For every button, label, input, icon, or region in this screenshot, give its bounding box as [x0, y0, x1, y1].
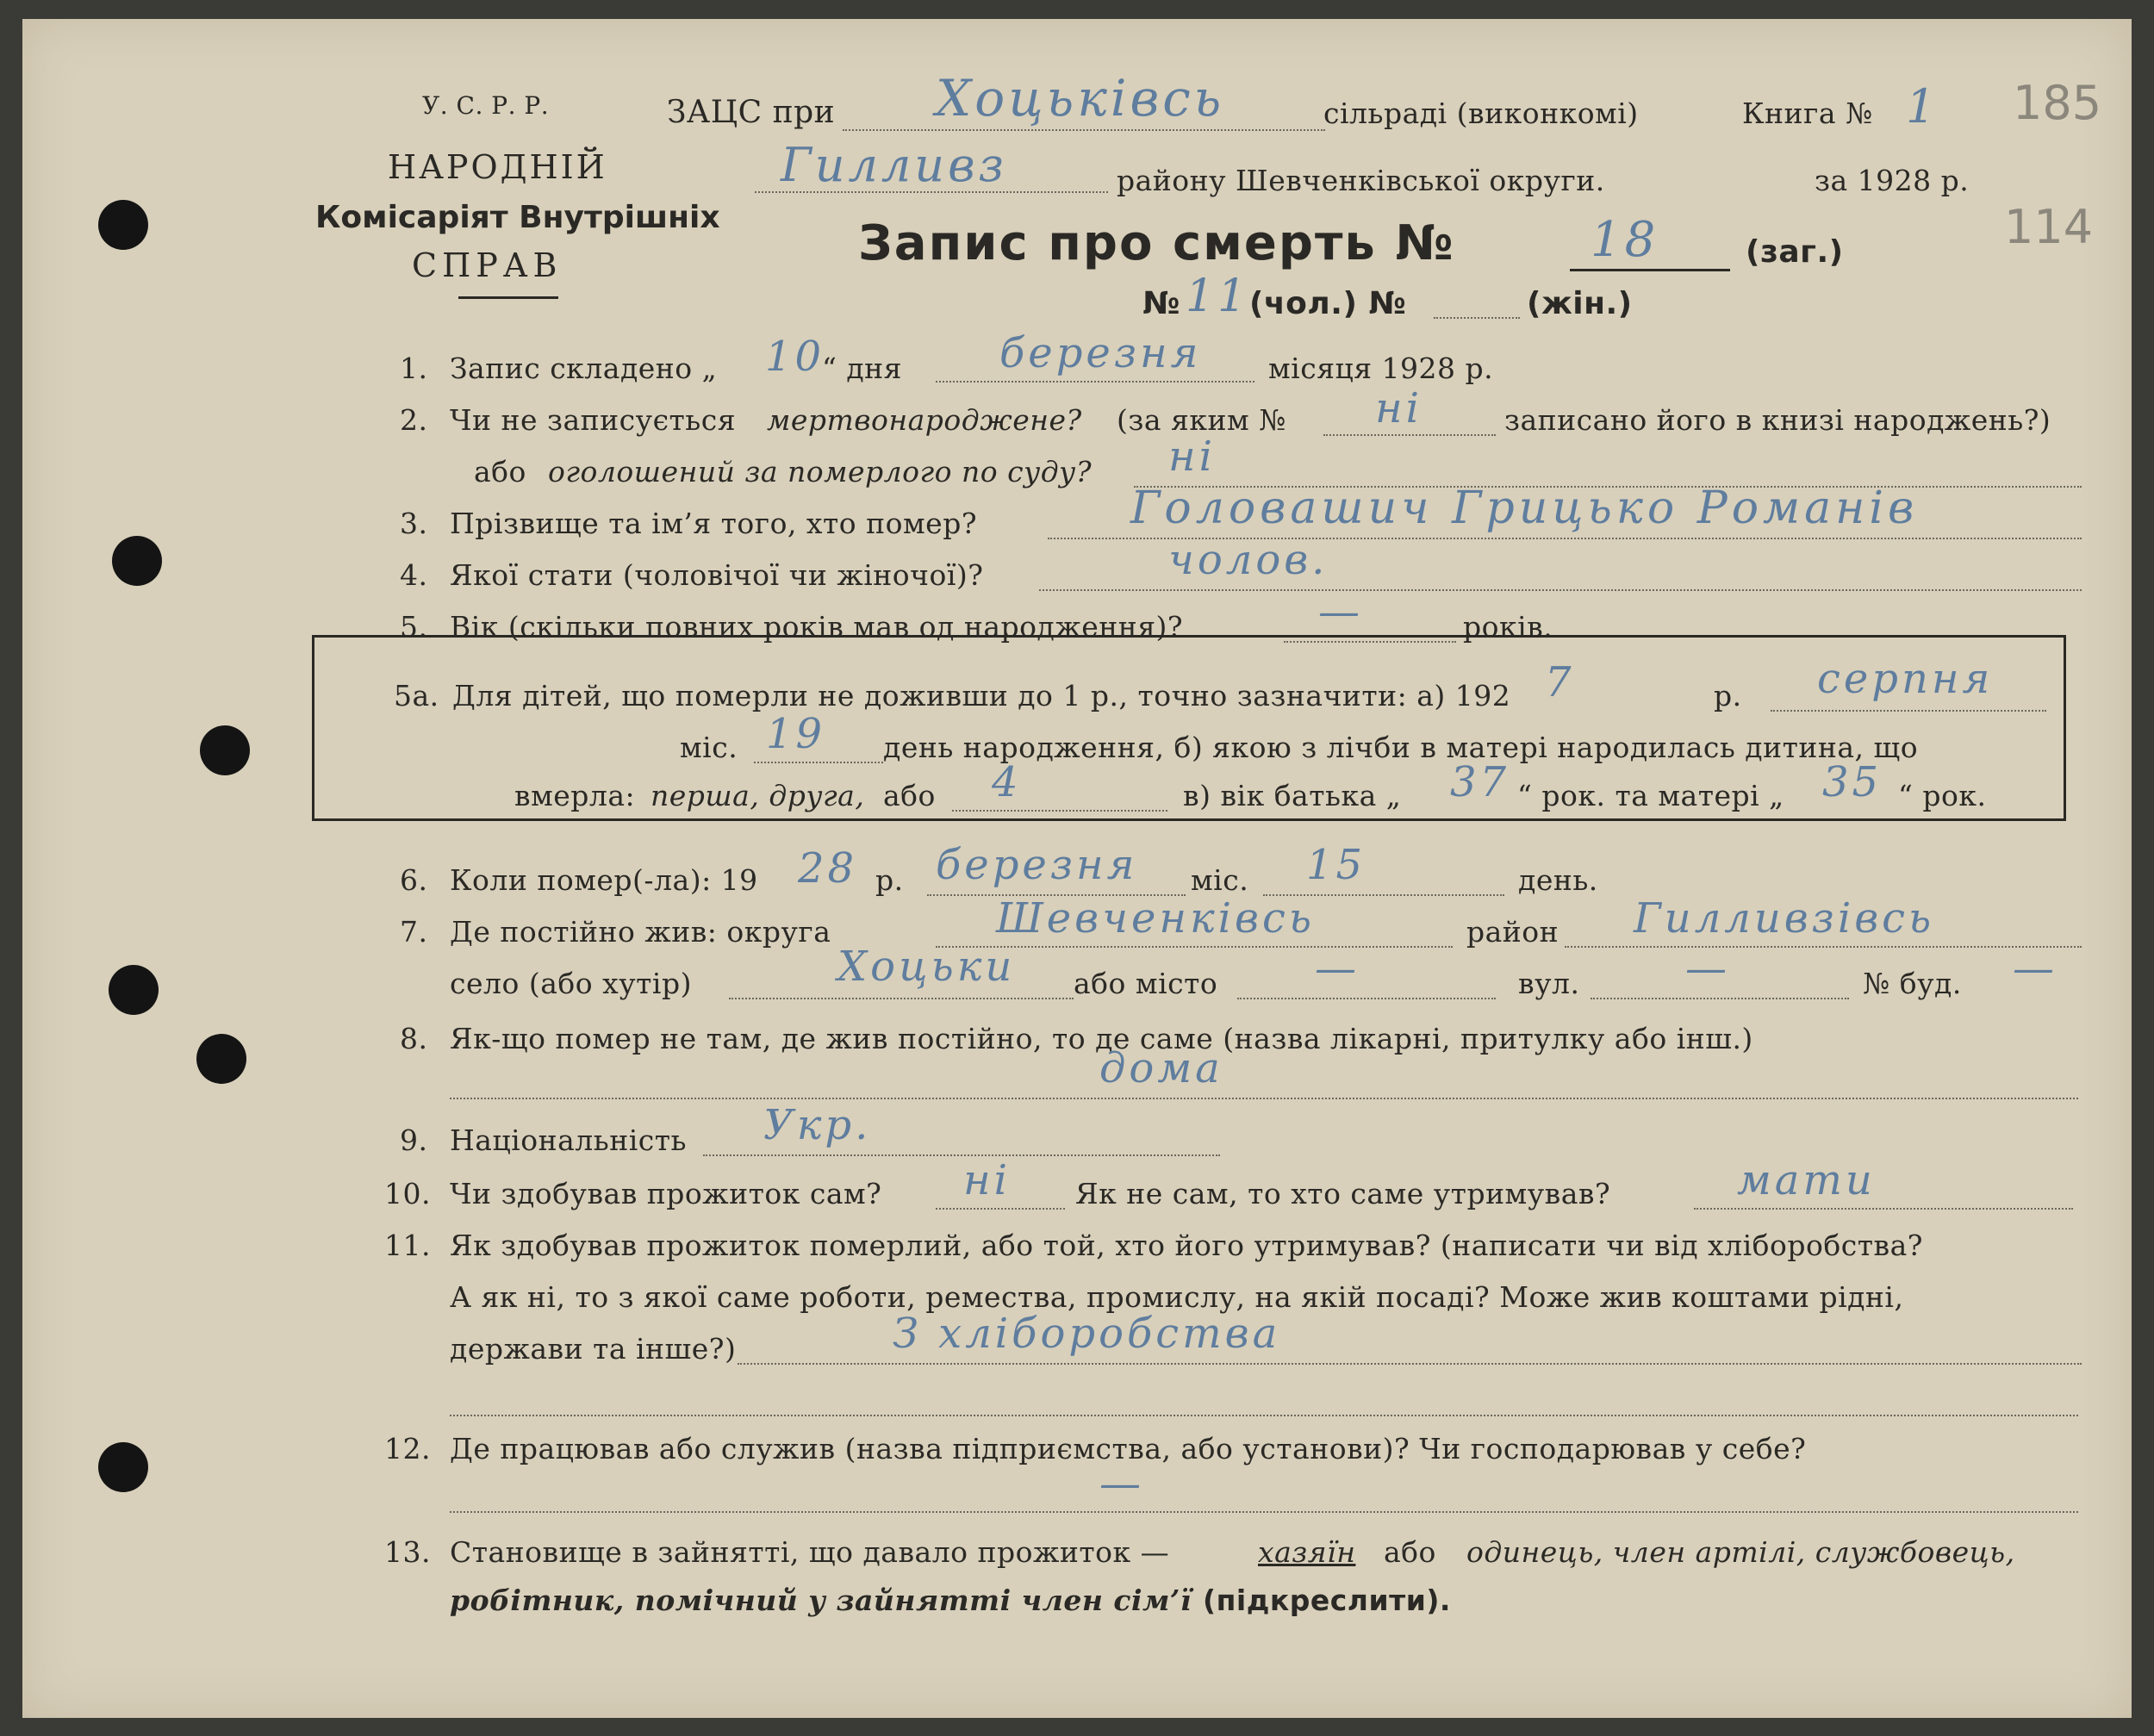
- ussr-label: У. С. Р. Р.: [422, 91, 550, 120]
- item-7b-label-d: № буд.: [1863, 967, 1962, 1000]
- commissariat-label: Комісаріят Внутрішніх: [315, 200, 720, 235]
- male-number-value: 11: [1186, 271, 1250, 322]
- narodniy-label: НАРОДНІЙ: [388, 148, 607, 186]
- book-number-value: 1: [1906, 79, 1939, 134]
- item-8-label: Як-що помер не там, де жив постійно, то де саме (назва лікарні, притулку або інш.): [450, 1022, 1753, 1055]
- item-7-raion-line: [1565, 946, 2082, 948]
- header-rule: [458, 296, 558, 299]
- sub-number-label: №: [1142, 286, 1180, 321]
- silradi-label: сільраді (виконкомі): [1323, 96, 1639, 130]
- record-number-line: [1570, 269, 1730, 271]
- year-label: за 1928 р.: [1815, 164, 1970, 197]
- item-10-num: 10.: [384, 1177, 431, 1210]
- item-5a-label: Для дітей, що померли не доживши до 1 р., точно зазначити: а) 192: [452, 679, 1511, 712]
- item-5a-num: 5а.: [394, 679, 439, 712]
- item-5a-label-b: р.: [1714, 679, 1742, 712]
- punch-hole: [98, 1442, 148, 1492]
- item-3-value: Головашич Грицько Романів: [1130, 482, 1919, 534]
- item-5-label: Вік (скільки повних років мав од народження)?: [450, 610, 1184, 644]
- item-11-label: Як здобував прожиток померлий, або той, хто його утримував? (написати чи від хліборобства?: [450, 1229, 1923, 1262]
- raion-okruh-label: району Шевченківської округи.: [1117, 164, 1605, 197]
- district-value: Гилливз: [781, 138, 1007, 192]
- punch-hole: [196, 1034, 246, 1084]
- item-10-value: ні: [963, 1156, 1011, 1204]
- margin-number-2: 114: [2004, 200, 2094, 254]
- item-5a-label-e: вмерла:: [514, 779, 636, 812]
- item-2b-label: або: [474, 455, 526, 488]
- item-11-value: З хліборобства: [893, 1310, 1281, 1358]
- item-11-line: [738, 1363, 2082, 1365]
- item-9-label: Національність: [450, 1123, 687, 1157]
- item-5a-year-digit: 7: [1545, 658, 1575, 706]
- item-5a-day: 19: [766, 710, 826, 758]
- item-7-raion: Гилливзівсь: [1634, 894, 1935, 943]
- document-sheet: [22, 19, 2132, 1718]
- item-3-num: 3.: [400, 507, 428, 540]
- item-13-num: 13.: [384, 1535, 431, 1569]
- item-13-label-f: (підкреслити).: [1203, 1584, 1451, 1617]
- item-5a-label-c: міс.: [680, 731, 738, 764]
- item-5a-label-j: “ рок.: [1898, 779, 1987, 812]
- chol-label: (чол.) №: [1249, 286, 1407, 321]
- item-13-label-c: або: [1384, 1535, 1436, 1569]
- item-6-label-d: день.: [1518, 863, 1598, 897]
- item-1-day: 10: [765, 333, 825, 381]
- item-7b-label-c: вул.: [1518, 967, 1580, 1000]
- item-5-num: 5.: [400, 610, 428, 644]
- item-6-label-b: р.: [875, 863, 904, 897]
- item-1-label-b: “ дня: [822, 352, 902, 385]
- item-6-month: березня: [936, 841, 1138, 889]
- item-9-num: 9.: [400, 1123, 428, 1157]
- item-11-label-b: А як ні, то з якої саме роботи, ремества, промислу, на якій посаді? Може жив коштами рідні,: [450, 1280, 1904, 1314]
- item-5-label-b: років.: [1463, 610, 1553, 644]
- item-2b-value: ні: [1168, 432, 1216, 481]
- item-5a-mother-age: 35: [1822, 758, 1883, 806]
- item-1-label-c: місяця 1928 р.: [1268, 352, 1494, 385]
- item-7b-bud: —: [2013, 944, 2058, 992]
- item-2-label-c: (за яким №: [1117, 403, 1286, 437]
- item-5a-label-h: в) вік батька „: [1183, 779, 1402, 812]
- item-4-label: Якої стати (чоловічої чи жіночої)?: [450, 558, 984, 592]
- margin-number-1: 185: [2013, 76, 2102, 130]
- item-5a-label-f: перша, друга,: [651, 779, 865, 812]
- punch-hole: [98, 200, 148, 250]
- item-13-label-d: одинець, член артілі, службовець,: [1466, 1535, 2015, 1569]
- item-7-label: Де постійно жив: округа: [450, 915, 831, 949]
- item-2-label-b: мертвонароджене?: [767, 403, 1082, 437]
- item-2-num: 2.: [400, 403, 428, 437]
- item-13-khazyain: хазяїн: [1258, 1535, 1356, 1569]
- item-5a-order-line: [952, 810, 1167, 812]
- item-1-num: 1.: [400, 352, 428, 385]
- punch-hole: [200, 725, 250, 775]
- children-box: [312, 635, 2066, 821]
- item-7b-vul-line: [1591, 998, 1849, 999]
- item-10-line-b: [1694, 1208, 2073, 1210]
- item-7-num: 7.: [400, 915, 428, 949]
- item-4-num: 4.: [400, 558, 428, 592]
- item-5a-label-d: день народження, б) якою з лічби в матері народилась дитина, що: [883, 731, 1919, 764]
- item-2b-label-b: оголошений за померлого по суду?: [548, 455, 1093, 488]
- item-6-label: Коли помер(-ла): 19: [450, 863, 758, 897]
- item-5a-order: 4: [992, 758, 1022, 806]
- item-7b-label: село (або хутір): [450, 967, 692, 1000]
- item-3-label: Прізвище та ім’я того, хто помер?: [450, 507, 978, 540]
- item-5a-label-g: або: [883, 779, 936, 812]
- record-number-value: 18: [1591, 212, 1659, 268]
- item-13-label-e: робітник, помічний у зайнятті член сім’ї: [450, 1584, 1192, 1617]
- zah-label: (заг.): [1746, 234, 1844, 270]
- punch-hole: [112, 536, 162, 586]
- item-6-day: 15: [1306, 841, 1366, 889]
- item-1-label: Запис складено „: [450, 352, 718, 385]
- item-2-line: [1323, 434, 1496, 436]
- zhin-label: (жін.): [1527, 286, 1633, 321]
- item-5a-label-i: “ рок. та матері „: [1517, 779, 1784, 812]
- item-4-value: чолов.: [1168, 536, 1329, 584]
- item-8-line: [450, 1098, 2078, 1099]
- item-10-value-b: мати: [1737, 1156, 1876, 1204]
- item-5a-day-line: [754, 762, 883, 763]
- item-2-value: ні: [1375, 384, 1423, 432]
- item-11-label-c: держави та інше?): [450, 1332, 737, 1366]
- zags-label: ЗАЦС при: [667, 95, 836, 130]
- punch-hole: [109, 965, 159, 1015]
- item-11-num: 11.: [384, 1229, 431, 1262]
- item-7-okruha: Шевченківсь: [996, 894, 1315, 943]
- item-7b-vul: —: [1685, 944, 1730, 992]
- item-7b-selo: Хоцьки: [837, 943, 1016, 991]
- item-5a-month: серпня: [1817, 655, 1994, 703]
- item-10-label-b: Як не сам, то хто саме утримував?: [1075, 1177, 1611, 1210]
- item-6-year: 28: [798, 844, 858, 893]
- item-4-line: [1039, 589, 2082, 591]
- item-10-label: Чи здобував прожиток сам?: [450, 1177, 882, 1210]
- item-12-value: —: [1099, 1459, 1144, 1508]
- sprav-label: СПРАВ: [412, 246, 563, 284]
- record-title: Запис про смерть №: [858, 215, 1455, 271]
- item-8-num: 8.: [400, 1022, 428, 1055]
- item-12-num: 12.: [384, 1432, 431, 1465]
- book-label: Книга №: [1742, 96, 1873, 130]
- item-2-label: Чи не записується: [450, 403, 737, 437]
- item-5a-month-line: [1771, 710, 2046, 712]
- item-10-line: [936, 1208, 1065, 1210]
- item-1-month: березня: [999, 329, 1202, 377]
- item-2-label-d: записано його в книзі народжень?): [1504, 403, 2051, 437]
- item-12-line: [450, 1511, 2078, 1513]
- item-7b-misto-line: [1237, 998, 1496, 999]
- item-7b-label-b: або місто: [1074, 967, 1218, 1000]
- item-12-label: Де працював або служив (назва підприємства, або установи)? Чи господарював у себе?: [450, 1432, 1807, 1465]
- village-council-value: Хоцьківсь: [936, 69, 1225, 128]
- item-1-month-line: [936, 381, 1254, 383]
- item-9-line: [703, 1154, 1220, 1156]
- item-7b-selo-line: [729, 998, 1074, 999]
- item-11-line-2: [450, 1415, 2078, 1416]
- item-7b-misto: —: [1315, 944, 1360, 992]
- item-13-label: Становище в зайнятті, що давало прожиток —: [450, 1535, 1170, 1569]
- village-line: [843, 129, 1325, 131]
- item-7-label-b: район: [1466, 915, 1559, 949]
- item-8-value: дома: [1099, 1044, 1223, 1092]
- item-5a-father-age: 37: [1450, 758, 1510, 806]
- item-5-value: —: [1318, 588, 1363, 636]
- item-9-value: Укр.: [763, 1101, 872, 1149]
- item-6-num: 6.: [400, 863, 428, 897]
- female-number-line: [1434, 317, 1520, 319]
- item-6-label-c: міс.: [1191, 863, 1249, 897]
